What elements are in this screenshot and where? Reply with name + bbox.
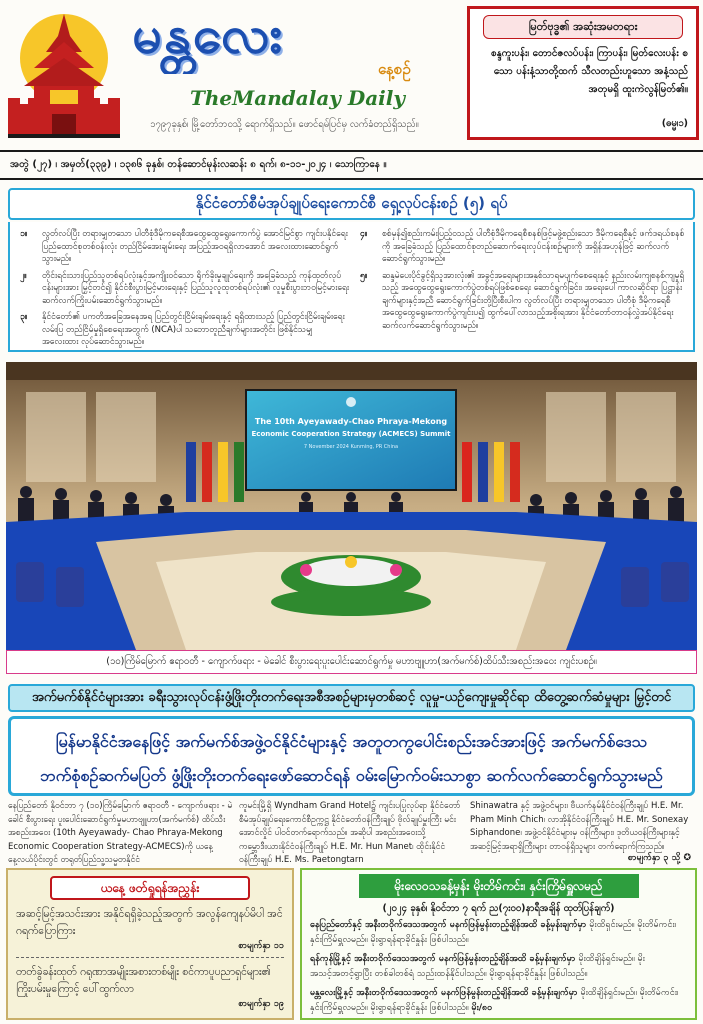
objective-number: ၁။ [20, 229, 28, 239]
objective-number: ၄။ [360, 229, 368, 239]
weather-naypyitaw-text: မိုးထိရှင်းမည်။ မိုးတိမ်ကင်း၊ နှင်းကြိမ်ရှူလမည်။ မိုးရွာရန်ရာခိုင်နှုန်း ဖြစ်ပါသည်။ [310, 920, 677, 945]
objective-text: နိုင်ငံတော်၏ ပကတိအခြေအနေအရ ပြည်တွင်းငြိမ်းချမ်းရေးနှင့် ရရှိထားသည့် ပြည်တွင်းငြိမ်းချမ်းရေးလမ်းပြ တည်ငြိမ်မှုရှိစေရေးအတွက် (NCA)ပါ သဘောတူညီချက်များအတိုင်း ဖြစ်နိုင်သမျှ အလေးထား လုပ်ဆောင်သွားမည်။ [42, 312, 345, 347]
weather-code: မိုး/၈၀ [471, 1003, 493, 1013]
index-page-1: စာမျက်နှာ ၁၁ [238, 941, 284, 951]
objective-item [20, 311, 350, 349]
article-column-1: နေပြည်တော် နိုဝင်ဘာ ၇ (၁၀)ကြိမ်မြောက် ဧရာဝတီ - ကျောက်ဖရား - မဲခေါင် စီးပွားရေး ပူးပေါင်းဆောင်ရွက်မှုမဟာဗျူဟာ(အက်မက်စ်) ထိပ်သီးအစည်းအဝေး (10th Ayeyawady- Chao Phraya-Mekong Economic Cooperation Strategy-ACMECS)ကို ယနေ့နေ့လယ်ပိုင်းတွင် တရုတ်ပြည်သူ့သမ္မတနိုင်ငံ [8, 801, 233, 865]
weather-naypyitaw-label: နေပြည်တော်နှင့် အနီးတဝိုက်ဒေသအတွက် မနက်ဖြန်မွန်းတည့်ချိန်အထိ ခန့်မှန်းချက်မှာ [310, 920, 587, 930]
screen-text-line1: The 10th Ayeyawady-Chao Phraya-Mekong [254, 417, 448, 426]
palace-logo-icon [4, 6, 124, 142]
weather-naypyitaw [302, 916, 695, 950]
acmecs-main-headline [8, 716, 695, 796]
acmecs-kicker-headline: အက်မက်စ်နိုင်ငံများအား ခရီးသွားလုပ်ငန်းဖွံ့ဖြိုးတိုးတက်ရေးအစီအစဉ်များမှတစ်ဆင့် လူမှု-ယဉ်ကျေးမှုဆိုင်ရာ ထိတွေ့ဆက်ဆံမှုများ မြှင့်တင် [8, 684, 695, 712]
article-column-2: ကူမင်းမြို့ရှိ Wyndham Grand Hotel၌ ကျင်းပပြုလုပ်ရာ နိုင်ငံတော်စီမံအုပ်ချုပ်ရေးကောင်စီဥက္ကဋ္ဌ နိုင်ငံတော်ဝန်ကြီးချုပ် ဗိုလ်ချုပ်မှူးကြီး မင်းအောင်လှိုင် ပါဝင်တက်ရောက်သည်။ အဆိုပါ အစည်းအဝေးသို့ ကမ္ဘောဒီးယားနိုင်ငံဝန်ကြီးချုပ် H.E. Mr. Hun Manet၊ ထိုင်းနိုင်ငံဝန်ကြီးချုပ် H.E. Ms. Paetongtarn [239, 801, 461, 865]
masthead [0, 0, 703, 150]
objective-number: ၅။ [360, 270, 368, 281]
objective-item [360, 228, 690, 266]
weather-mandalay-text: မိုးထိချိန်ရှင်းမည်။ မိုးတိမ်ကင်း၊ နှင်းကြိမ်ရှူလမည်။ မိုးရွာရန်ရာခိုင်နှုန်း ဖြစ်ပါသည်။ [310, 988, 679, 1013]
acmecs-headline-line1: မြန်မာနိုင်ငံအနေဖြင့် အက်မက်စ်အဖွဲ့ဝင်နိုင်ငံများနှင့် အတူတကွပေါင်းစည်းအင်အားဖြင့် အက်မက်စ်ဒေသ [55, 732, 648, 751]
lead-article [8, 800, 695, 866]
todays-index-box [6, 868, 294, 1020]
masthead-subtitle: နေ့စဉ် [378, 60, 411, 78]
acmecs-headline-line2: ဘက်စုံစဉ်ဆက်မပြတ် ဖွံ့ဖြိုးတိုးတက်ရေးဖော်ဆောင်ရန် ဝမ်းမြောက်ဝမ်းသာစွာ ဆက်လက်ဆောင်ရွက်သွားမည် [40, 766, 663, 785]
dateline: အတွဲ (၂၇) ၊ အမှတ်(၃၃၉) ၊ ၁၃၈၆ ခုနှစ်၊ တန်ဆောင်မုန်းလဆန်း ၈ ရက်၊ ၈-၁၁-၂၀၂၄ ၊ သောကြာနေ ။ [0, 150, 703, 180]
weather-yangon-text: မိုးထိချိန်ရှင်းမည်။ မိုးအသင့်အတင့်ရွာပြီး တစ်ခါတစ်ရံ သည်းထန်နိုင်ပါသည်။ မိုးရွာရန်ရာခိုင်နှုန်း ဖြစ်ပါသည်။ [310, 954, 645, 979]
index-title: ယနေ့ ဖတ်ရှုရန်အညွှန်း [50, 876, 250, 900]
summit-photo [6, 362, 697, 650]
screen-text-line2: Economic Cooperation Strategy (ACMECS) Summit [251, 430, 451, 438]
weather-title: မိုးလေဝသခန့်မှန်း မိုးတိမ်ကင်း၊ နှင်းကြိမ်ရှူလမည် [359, 874, 639, 898]
objective-text: လွတ်လပ်ပြီး တရားမျှတသော ပါတီစုံဒီမိုကရေစီအထွေထွေရွေးကောက်ပွဲ အောင်မြင်စွာ ကျင်းပနိုင်ရေး ပြည်ထောင်စုတစ်ဝန်းလုံး တည်ငြိမ်အေးချမ်းရေး အပြည့်အဝရရှိလာအောင် အလေးထားဆောင်ရွက်သွားမည်။ [42, 229, 348, 264]
weather-mandalay-label: မန္တလေးမြို့နှင့် အနီးတဝိုက်ဒေသအတွက် မနက်ဖြန်မွန်းတည့်ချိန်အထိ ခန့်မှန်းချက်မှာ [310, 988, 578, 998]
weather-yangon [302, 950, 695, 984]
buddha-teaching-box [467, 6, 699, 140]
weather-issued-time: (၂၀၂၄ ခုနှစ်၊ နိုဝင်ဘာ ၇ ရက် ည(၇း၀၀)နာရီအချိန် ထုတ်ပြန်ချက်) [382, 903, 615, 914]
index-item-2[interactable]: တတ်ခွဲခန်းထုတ် ဂရုဏာအမျိုးအစားတစ်မျိုး စင်ကာပူပညာရှင်များ၏ ကြိုးပမ်းမှုကြောင့် ပေါ်ထွက်လာ [16, 966, 271, 995]
weather-forecast-box [300, 868, 697, 1020]
article-continued-link[interactable]: စာမျက်နှာ ၃ သို့ ✪ [627, 853, 691, 863]
objective-number: ၂။ [20, 270, 27, 281]
objective-item [360, 270, 690, 333]
buddha-teaching-text: စန္ဒကူးပန်း၊ တောင်ဇလပ်ပန်း၊ ကြာပန်း၊ မြတ်လေးပန်း စသော ပန်းနံ့သာတို့ထက် သီလတည်းဟူသော အနံ့သည် အတုမရှိ ထူးကဲလွန်မြတ်၏။ [491, 48, 688, 95]
index-item-1[interactable]: အဆင့်မြင့်အသင်းအား အနိုင်ရရှိခဲ့သည့်အတွက် အလွန်ကျေနပ်မိပါ အင်ဂရက်ပြောကြား [16, 908, 283, 937]
objective-text: တိုင်းရင်းသားပြည်သူတစ်ရပ်လုံးနှင့်အကျိုးဝင်သော ရိုက်ခိုးမှုချုပ်ရေးကို အခြေခံသည့် ကုန်ထုတ်လုပ်ငန်းများအား မြှင့်တင်၍ နိုင်ငံစီးပွားမြင့်မားရေးနှင့် ပြည်သူလူထုတစ်ရပ်လုံး၏ လူမှုစီးပွားဘဝမြင့်မားရေး ဆက်လက်ကြိုးပမ်းဆောင်ရွက်သွားမည်။ [42, 270, 350, 306]
masthead-english-title: TheMandalay Daily [190, 86, 405, 110]
five-objectives-banner: နိုင်ငံတော်စီမံအုပ်ချုပ်ရေးကောင်စီ ရှေ့လုပ်ငန်းစဉ် (၅) ရပ် [8, 188, 695, 220]
objectives-column-right [360, 228, 690, 336]
objective-item [20, 270, 350, 308]
screen-text-line3: 7 November 2024 Kunming, PR China [303, 444, 399, 450]
article-column-3: Shinawatra နှင့် အဖွဲ့ဝင်များ၊ ဗီယက်နမ်နိုင်ငံဝန်ကြီးချုပ် H.E. Mr. Pham Minh Chich၊ လာအိုနိုင်ငံဝန်ကြီးချုပ် H.E. Mr. Sonexay Siphandone၊ အဖွဲ့ဝင်နိုင်ငံများမှ ဝန်ကြီးများ၊ ဒုတိယဝန်ကြီးများနှင့် အဆင့်မြင့်အရာရှိကြီးများ တာဝန်ရှိသူများ တက်ရောက်ကြသည်။ [470, 801, 689, 852]
weather-mandalay [302, 984, 695, 1018]
buddha-teaching-title: မြတ်ဗုဒ္ဓ၏ အဆုံးအမတရား [483, 15, 683, 39]
index-page-2: စာမျက်နှာ ၁၉ [238, 999, 284, 1009]
objective-text: ဆန္ဒမဲပေးပိုင်ခွင့်ရှိသူအားလုံး၏ အခွင့်အရေးများအနှစ်သာရမပျက်စေရေးနှင့် နည်းလမ်းကျစနစ်ကျမှုရှိသည့် အထွေထွေရွေးကောက်ပွဲတစ်ရပ်ဖြစ်စေရေး ဆောင်ရွက်ခြင်း၊ အရေးပေါ်ကာလဆိုင်ရာ ပြဋ္ဌာန်းချက်များနှင့်အညီ ဆောင်ရွက်ခြင်းတို့ပြီးစီးပါက လွတ်လပ်ပြီး တရားမျှတသော ပါတီစုံ ဒီမိုကရေစီ အထွေထွေရွေးကောက်ပွဲကျင်းပ၍ ထွက်ပေါ်လာသည့်အစိုးရအား နိုင်ငံတော်တာဝန်လွှဲအပ်နိုင်ရေး ဆက်လက်ဆောင်ရွက်သွားမည်။ [382, 270, 685, 331]
objective-text: စစ်မှန်၍စည်းကမ်းပြည့်ဝသည့် ပါတီစုံဒီမိုကရေစီစနစ်ဖြင့်မဖွဲ့စည်းသော ဒီမိုကရေစီနှင့် ဖက်ဒရယ်စနစ်ကို အခြေခံသည့် ပြည်ထောင်စုတည်ဆောက်ရေးလုပ်ငန်းစဉ်များကို အရှိန်အဟုန်ဖြင့် ဆက်လက်ဆောင်ရွက်သွားမည်။ [382, 229, 685, 264]
masthead-slogan: ၁၇၉၇ခုနှစ်၊ မြို့တော်ဘဝသို့ ရောက်ရှိသည်။ ဖောင်ရမ်ပြင်မှ လက်ခံတည်ရှိသည်။ [150, 119, 419, 130]
summit-scene-illustration [6, 362, 697, 650]
objectives-column-left [20, 228, 350, 353]
objective-number: ၃။ [20, 312, 28, 322]
weather-yangon-label: ရန်ကုန်မြို့နှင့် အနီးတဝိုက်ဒေသအတွက် မနက်ဖြန်မွန်းတည့်ချိန်အထိ ခန့်မှန်းချက်မှာ [310, 954, 576, 964]
objective-item [20, 228, 350, 266]
buddha-teaching-reference: (ဓမ္မ၊၁) [661, 118, 688, 129]
masthead-title: မန္တလေး [132, 4, 285, 65]
five-objectives-box [8, 222, 695, 352]
photo-caption: (၁၀)ကြိမ်မြောက် ဧရာဝတီ - ကျောက်ဖရား - မဲခေါင် စီးပွားရေးပူးပေါင်းဆောင်ရွက်မှု မဟာဗျူဟာ(အက်မက်စ်)ထိပ်သီးအစည်းအဝေး ကျင်းပစဉ်။ [6, 650, 697, 674]
